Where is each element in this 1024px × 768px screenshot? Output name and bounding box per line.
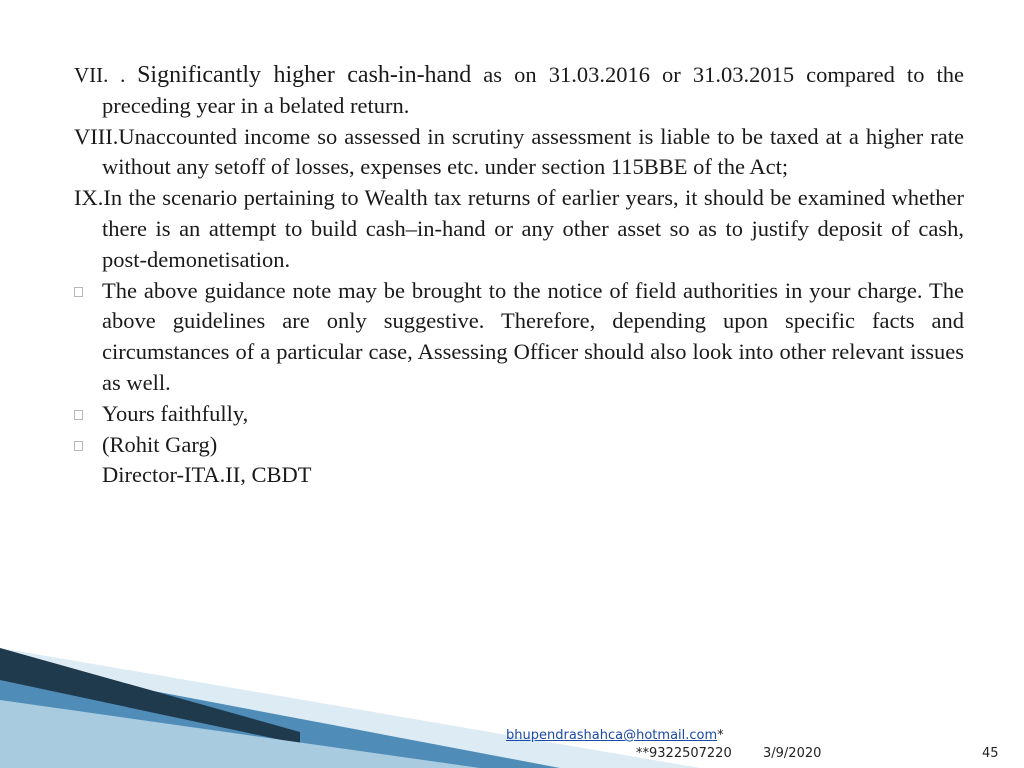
square-bullet-icon	[74, 441, 83, 451]
item-viii-marker: VIII.	[74, 123, 119, 149]
item-ix-marker: IX.	[74, 185, 104, 211]
item-vii	[74, 60, 964, 122]
item-viii	[74, 122, 964, 184]
page-number: 45	[982, 746, 999, 761]
item-viii-text: Unaccounted income so assessed in scrutiny assessment is liable to be taxed at a higher rate without any setoff of losses, expenses etc. under section 115BBE of the Act;	[102, 123, 964, 180]
bullet-closing	[74, 399, 964, 430]
square-bullet-icon	[74, 287, 83, 297]
footer-email	[506, 728, 724, 743]
email-suffix: *	[717, 728, 724, 743]
bullet-guidance	[74, 276, 964, 399]
item-ix-text: In the scenario pertaining to Wealth tax returns of earlier years, it should be examined whether there is an attempt to build cash–in-hand or any other asset so as to justify deposit of cash, post-demonetisation.	[102, 185, 964, 272]
item-ix	[74, 183, 964, 275]
square-bullet-icon	[74, 410, 83, 420]
footer-date: 3/9/2020	[763, 746, 822, 761]
signatory-name: (Rohit Garg)	[102, 431, 218, 457]
item-vii-marker: VII. .	[74, 63, 138, 87]
guidance-text: The above guidance note may be brought to the notice of field authorities in your charge. The above guidelines are only suggestive. Therefore, depending upon specific facts and circumstances of a particular case, Assessing Officer should also look into other relevant issues as well.	[102, 277, 964, 395]
closing-text: Yours faithfully,	[102, 400, 249, 426]
item-vii-highlight: Significantly higher cash-in-hand	[137, 62, 472, 88]
email-link[interactable]: bhupendrashahca@hotmail.com	[506, 728, 718, 743]
signatory-title: Director-ITA.II, CBDT	[102, 462, 312, 488]
bullet-signature	[74, 430, 964, 492]
slide-footer	[0, 708, 1024, 768]
slide-body	[74, 60, 964, 491]
footer-phone: **9322507220	[636, 746, 732, 761]
item-vii-text: as on 31.03.2016 or 31.03.2015 compared to the preceding year in a belated return.	[102, 62, 965, 118]
